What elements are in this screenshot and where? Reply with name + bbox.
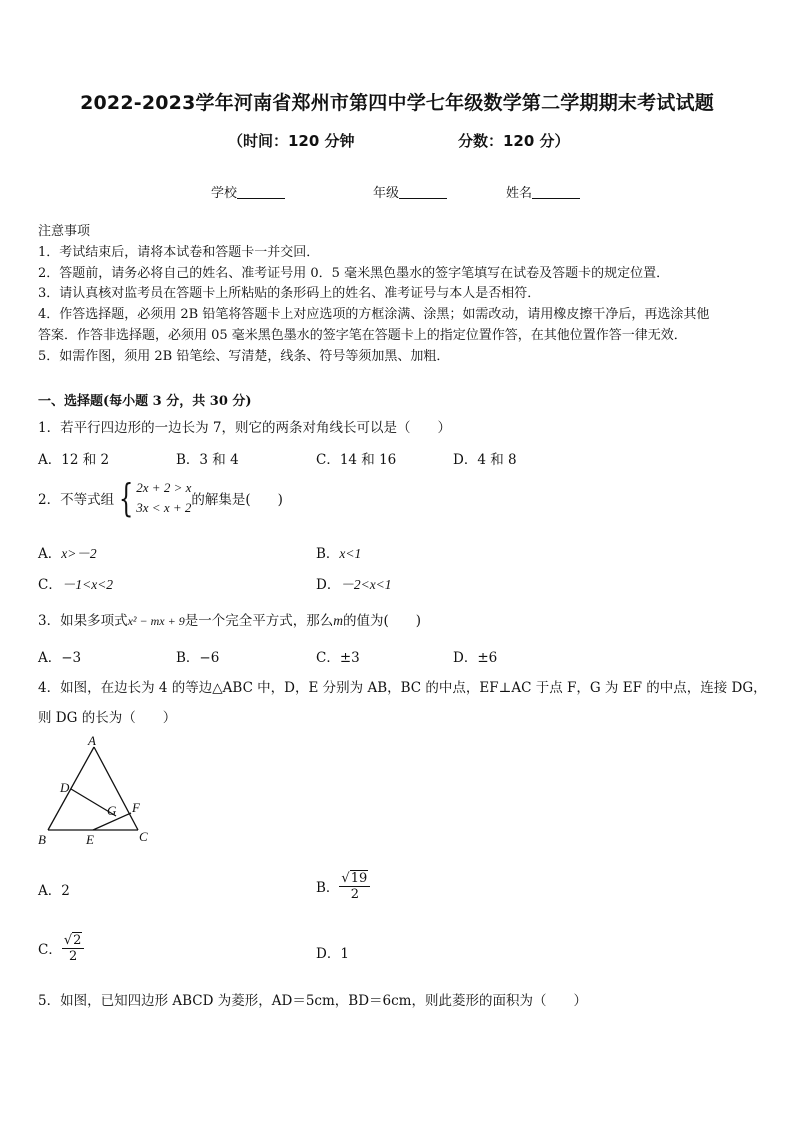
q2-system <box>114 478 191 518</box>
brace-icon: { <box>118 476 134 520</box>
label-f: F <box>132 800 140 815</box>
q3-stem: 3．如果多项式x² − mx + 9是一个完全平方式，那么m的值为( ) <box>38 613 422 629</box>
label-d: D <box>60 780 70 795</box>
notice-item: 5．如需作图，须用 2B 铅笔绘、写清楚，线条、符号等须加黑、加粗． <box>38 349 450 364</box>
label-a: A <box>88 734 96 748</box>
q4-option-b: B． $\frac{√19}{2}$ <box>316 870 370 902</box>
q1-option-a: A．12 和 2 <box>38 452 110 468</box>
q1-option-b: B．3 和 4 <box>176 452 239 468</box>
name-field <box>506 182 580 201</box>
q4-option-c: C． $\frac{√2}{2}$ <box>38 932 84 964</box>
label-g: G <box>107 803 117 818</box>
notice-item: 1．考试结束后，请将本试卷和答题卡一并交回． <box>38 245 320 260</box>
section-heading: 一、选择题(每小题 3 分，共 30 分) <box>38 394 252 409</box>
q3-expr: x² − mx + 9 <box>127 614 185 628</box>
label-e: E <box>86 832 94 847</box>
q1-option-d: D．4 和 8 <box>453 452 517 468</box>
q2-option-b: B．x<1 <box>316 546 362 562</box>
name-blank <box>532 185 580 199</box>
notice-heading: 注意事项 <box>38 224 91 239</box>
q1-stem: 1．若平行四边形的一边长为 7，则它的两条对角线长可以是（ ） <box>38 420 451 436</box>
label-c: C <box>139 829 148 844</box>
grade-blank <box>399 185 447 199</box>
q4-stem-line1: 4．如图，在边长为 4 的等边△ABC 中，D，E 分别为 AB，BC 的中点，EF⊥AC 于点 F，G 为 EF 的中点，连接 DG， <box>38 680 767 696</box>
q2-option-c: C．－1<x<2 <box>38 577 114 593</box>
q2-option-d: D．－2<x<1 <box>316 577 392 593</box>
notice-item: 答案．作答非选择题，必须用 05 毫米黑色墨水的签字笔在答题卡上的指定位置作答，在其他位置作答一律无效． <box>38 328 687 343</box>
exam-time: （时间：120 分钟 <box>228 132 355 150</box>
q3-option-a: A．−3 <box>38 650 82 666</box>
q2-option-a: A．x>－2 <box>38 546 97 562</box>
q2-prefix: 2．不等式组 <box>38 492 115 508</box>
q3-option-c: C．±3 <box>316 650 360 666</box>
notice-item: 2．答题前，请务必将自己的姓名、准考证号用 0．5 毫米黑色墨水的签字笔填写在试卷及答题卡的规定位置． <box>38 266 670 281</box>
label-b: B <box>38 832 46 847</box>
exam-score: 分数：120 分） <box>458 132 570 150</box>
school-label: 学校 <box>211 186 238 201</box>
q4-option-d: D．1 <box>316 946 349 962</box>
q2-suffix: 的解集是( ) <box>191 492 283 508</box>
exam-title: 2022-2023学年河南省郑州市第四中学七年级数学第二学期期末考试试题 <box>80 92 714 114</box>
grade-field <box>373 182 447 201</box>
q5-stem: 5．如图，已知四边形 ABCD 为菱形，AD＝5cm，BD＝6cm，则此菱形的面积为（ ） <box>38 993 587 1009</box>
notice-item: 4．作答选择题，必须用 2B 铅笔将答题卡上对应选项的方框涂满、涂黑；如需改动，请用橡皮擦干净后，再选涂其他 <box>38 307 710 322</box>
q2-stem <box>38 478 283 518</box>
triangle-figure <box>34 734 164 850</box>
notice-item: 3．请认真核对监考员在答题卡上所粘贴的条形码上的姓名、准考证号与本人是否相符． <box>38 286 541 301</box>
side-ab <box>48 747 94 830</box>
q2-ineq-2: 3x < x + 2 <box>136 500 192 515</box>
q4-option-a: A．2 <box>38 883 70 899</box>
school-field <box>211 182 285 201</box>
q3-option-b: B．−6 <box>176 650 220 666</box>
grade-label: 年级 <box>373 186 400 201</box>
name-label: 姓名 <box>506 186 533 201</box>
school-blank <box>237 185 285 199</box>
q2-ineq-1: 2x + 2 > x <box>136 480 192 495</box>
q1-option-c: C．14 和 16 <box>316 452 397 468</box>
q4-stem-line2: 则 DG 的长为（ ） <box>38 710 177 726</box>
q3-option-d: D．±6 <box>453 650 498 666</box>
